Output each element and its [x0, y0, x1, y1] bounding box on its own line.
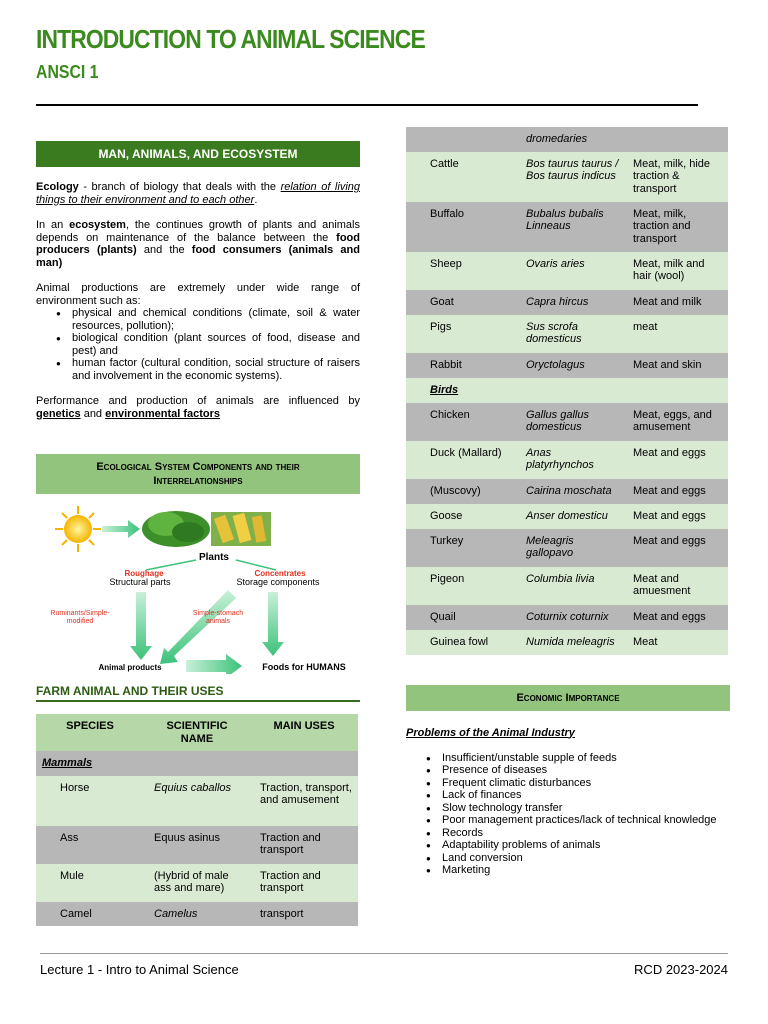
problems-list [428, 752, 730, 877]
diagram-plants-label: Plants [198, 552, 230, 563]
table-row: Horse Equius caballos Traction, transport, and amusement [36, 776, 358, 826]
arrow-icon [186, 654, 242, 674]
diagram-animal-products-label: Animal products [98, 663, 162, 672]
list-item: ● Frequent climatic disturbances [428, 777, 730, 790]
diagram-structural-label: Structural parts [109, 577, 171, 587]
table-row: Goat Capra hircus Meat and milk [406, 290, 728, 315]
arrow-icon [262, 592, 284, 656]
table-row: Buffalo Bubalus bubalis Linneaus Meat, milk, traction and transport [406, 202, 728, 252]
farm-animals-table [36, 714, 358, 926]
table-row: Duck (Mallard) Anas platyrhynchos Meat and eggs [406, 441, 728, 479]
table-row: dromedaries [406, 127, 728, 152]
environment-list [58, 307, 360, 382]
ecology-relation-text: relation of living things to their environment and to each other [36, 181, 360, 206]
list-item: ● Adaptability problems of animals [428, 839, 730, 852]
diagram-animals-label: animals [205, 618, 231, 625]
table-row: Pigs Sus scrofa domesticus meat [406, 315, 728, 353]
environment-paragraph: Animal productions are extremely under wide range of environment such as: [36, 282, 360, 307]
ecology-definition: Ecology - branch of biology that deals with the relation of living things to their environment and to each other. [36, 181, 360, 206]
list-item: ● Lack of finances [428, 789, 730, 802]
table-row: Sheep Ovaris aries Meat, milk and hair (wool) [406, 252, 728, 290]
farm-animals-table-continued [406, 127, 728, 655]
section-banner-economic: Economic Importance [406, 685, 730, 711]
table-row: Quail Coturnix coturnix Meat and eggs [406, 605, 728, 630]
arrow-icon [130, 592, 152, 660]
arrow-icon [160, 590, 236, 664]
diagram-foods-humans-label: Foods for HUMANS [262, 662, 346, 672]
table-row: Mule (Hybrid of male ass and mare) Traction and transport [36, 864, 358, 902]
ecosystem-paragraph: In an ecosystem, the continues growth of plants and animals depends on maintenance of the balance between the food producers (plants) and the food consumers (animals and man) [36, 219, 360, 269]
table-row: Rabbit Oryctolagus Meat and skin [406, 353, 728, 378]
diagram-concentrates-label: Concentrates [254, 569, 306, 578]
right-column [406, 127, 730, 877]
footer-rule [40, 953, 728, 954]
course-code: ANSCI 1 [36, 62, 99, 82]
list-item: ● Land conversion [428, 852, 730, 865]
table-row: Camel Camelus transport [36, 902, 358, 927]
table-row: Birds [406, 378, 728, 403]
list-item: ● biological condition (plant sources of food, disease and pest) and [58, 332, 360, 357]
diagram-modified-label: modified [66, 618, 94, 625]
table-row: Chicken Gallus gallus domesticus Meat, eggs, and amusement [406, 403, 728, 441]
list-item: ● Slow technology transfer [428, 802, 730, 815]
footer-lecture-title: Lecture 1 - Intro to Animal Science [40, 962, 239, 977]
list-item: ● Records [428, 827, 730, 840]
table-row: Turkey Meleagris gallopavo Meat and eggs [406, 529, 728, 567]
list-item: ● human factor (cultural condition, social structure of raisers and involvement in the economic systems). [58, 357, 360, 382]
list-item: ● Poor management practices/lack of technical knowledge [428, 814, 730, 827]
left-column [36, 141, 360, 926]
table-row: Guinea fowl Numida meleagris Meat [406, 630, 728, 655]
table-row: Cattle Bos taurus taurus / Bos taurus indicus Meat, milk, hide traction & transport [406, 152, 728, 202]
plants-image [142, 511, 271, 547]
performance-paragraph: Performance and production of animals are influenced by genetics and environmental factors [36, 395, 360, 420]
table-row: (Muscovy) Cairina moschata Meat and eggs [406, 479, 728, 504]
arrow-icon [102, 520, 140, 538]
term-ecology: Ecology [36, 181, 79, 193]
section-banner-ecosystem: MAN, ANIMALS, AND ECOSYSTEM [36, 141, 360, 167]
ecological-diagram [36, 504, 360, 674]
list-item: ● Presence of diseases [428, 764, 730, 777]
section-banner-ecological-system: Ecological System Components and their Interrelationships [36, 454, 360, 494]
table-row: Pigeon Columbia livia Meat and amuesment [406, 567, 728, 605]
table-header-row: SPECIES SCIENTIFIC NAME MAIN USES [36, 714, 358, 751]
table-row: Mammals [36, 751, 358, 776]
title-rule [36, 104, 698, 106]
list-item: ● physical and chemical conditions (climate, soil & water resources, pollution); [58, 307, 360, 332]
footer-course-year: RCD 2023-2024 [634, 962, 728, 977]
sun-icon [55, 506, 101, 552]
problems-heading: Problems of the Animal Industry [406, 726, 575, 739]
diagram-simple-stomach-label: Simple-stomach [192, 610, 244, 617]
list-item: ● Marketing [428, 864, 730, 877]
farm-animal-heading: FARM ANIMAL AND THEIR USES [36, 684, 360, 702]
diagram-ruminants-label: Ruminants/Simple- [50, 610, 110, 617]
diagram-storage-label: Storage components [236, 577, 320, 587]
list-item: ● Insufficient/unstable supple of feeds [428, 752, 730, 765]
table-row: Ass Equus asinus Traction and transport [36, 826, 358, 864]
table-row: Goose Anser domesticu Meat and eggs [406, 504, 728, 529]
page-title: INTRODUCTION TO ANIMAL SCIENCE [36, 24, 425, 54]
diagram-roughage-label: Roughage [124, 569, 164, 578]
